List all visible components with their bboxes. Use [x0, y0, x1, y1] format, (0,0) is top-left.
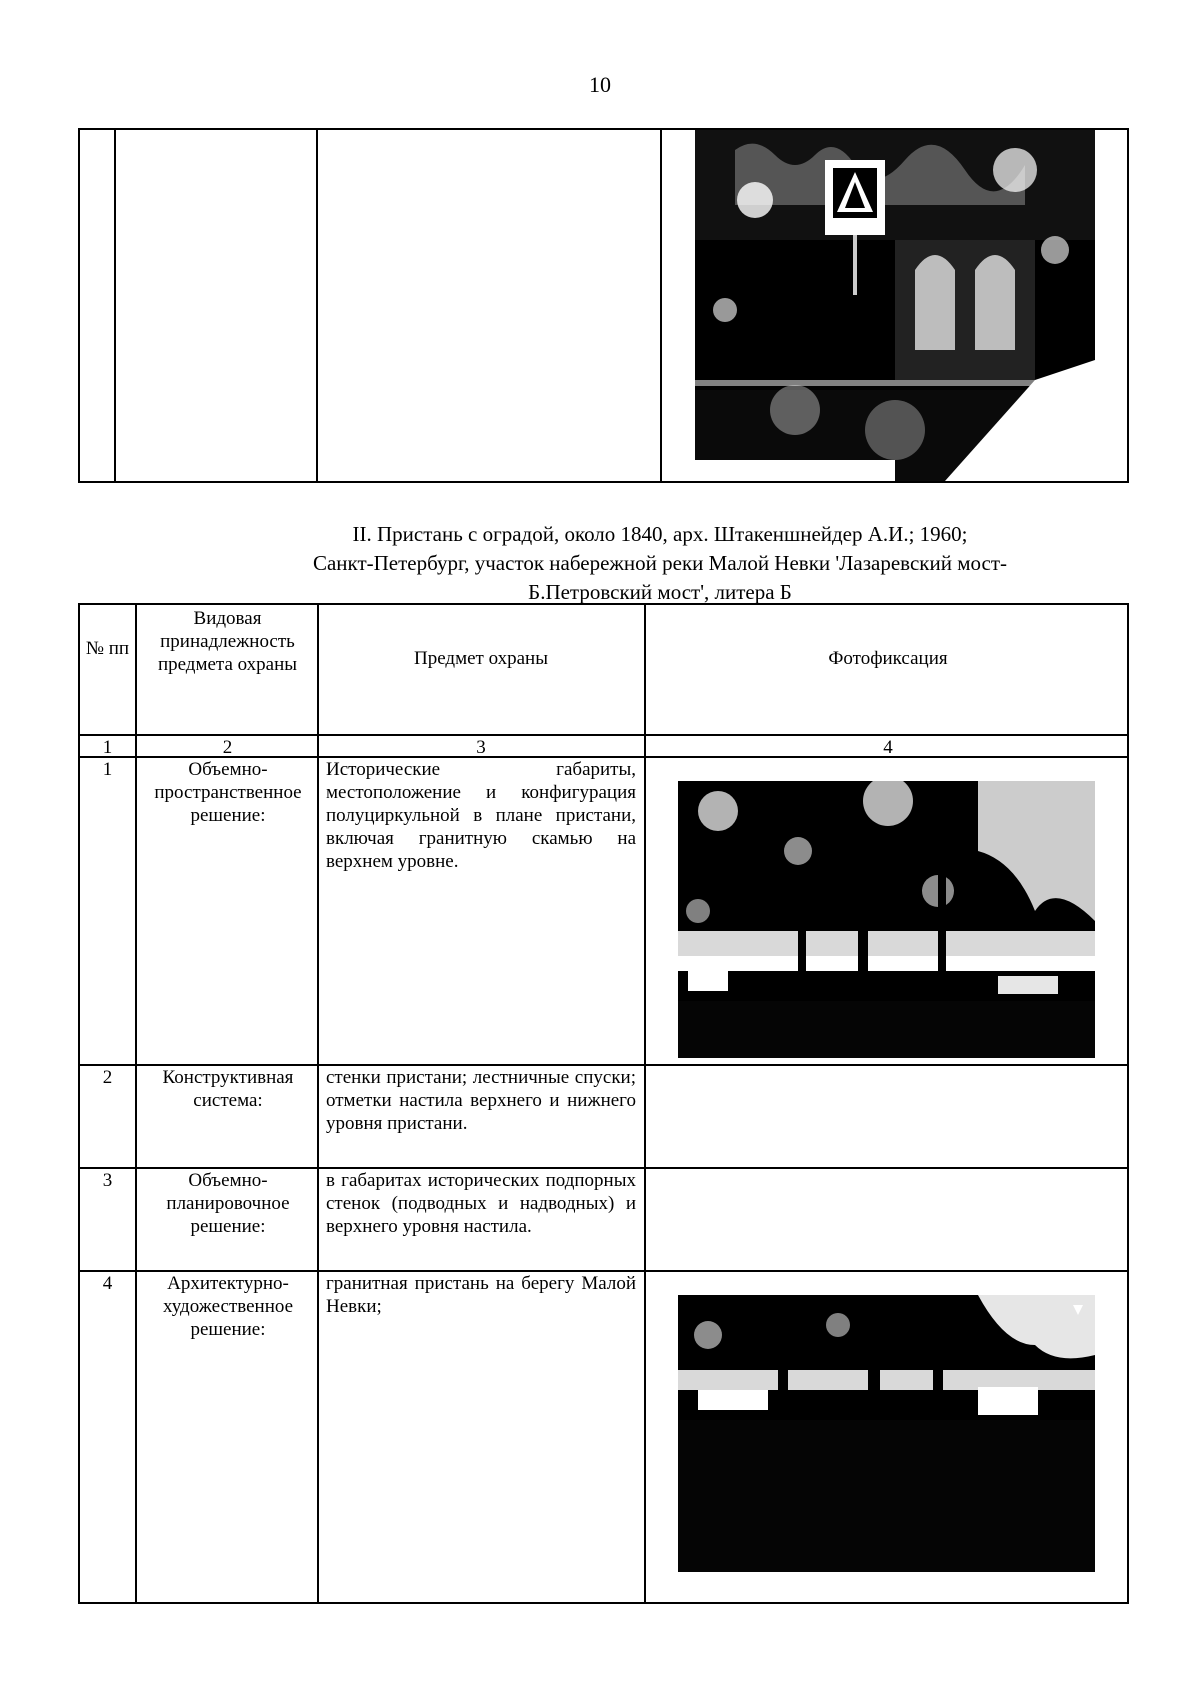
- row-subject: в габаритах исторических подпорных стенок (подводных и надводных) и верхнего уровня настила.: [326, 1170, 636, 1237]
- row-num: 1: [102, 759, 113, 780]
- protection-table: [78, 603, 1129, 1604]
- column-divider: [114, 130, 116, 481]
- column-divider: [317, 605, 319, 1602]
- row-type: Конструктивная система:: [162, 1067, 294, 1111]
- section-title: [220, 520, 1100, 607]
- header-subject: Предмет охраны: [414, 648, 548, 669]
- row-type: Объемно-пространственное решение:: [154, 759, 302, 826]
- row-type: Объемно-планировочное решение:: [166, 1170, 290, 1237]
- header-type: Видовая принадлежность предмета охраны: [157, 608, 298, 675]
- row-subject: гранитная пристань на берегу Малой Невки;: [326, 1273, 636, 1317]
- row-subject: Исторические габариты, местоположение и конфигурация полуциркульной в плане пристани, включая гранитную скамью на верхнем уровне.: [326, 759, 636, 872]
- row-num: 2: [102, 1067, 113, 1088]
- continuation-table: [78, 128, 1129, 483]
- row-type: Архитектурно-художественное решение:: [162, 1273, 294, 1340]
- column-number: 3: [476, 737, 486, 758]
- pier-trees-photo-1: [678, 781, 1095, 1058]
- header-num: № пп: [85, 638, 130, 659]
- section-title-line: Б.Петровский мост', литера Б: [528, 580, 792, 604]
- page-number: 10: [589, 72, 611, 97]
- section-title-line: II. Пристань с оградой, около 1840, арх. Штакеншнейдер А.И.; 1960;: [352, 522, 968, 546]
- row-num: 4: [102, 1273, 113, 1294]
- column-number: 1: [102, 737, 113, 758]
- column-number: 2: [222, 737, 233, 758]
- pier-trees-photo-2: [678, 1295, 1095, 1572]
- section-title-line: Санкт-Петербург, участок набережной реки Малой Невки 'Лазаревский мост-: [312, 551, 1008, 575]
- column-divider: [660, 130, 662, 481]
- column-number: 4: [883, 737, 893, 758]
- column-divider: [644, 605, 646, 1602]
- column-divider: [316, 130, 318, 481]
- row-num: 3: [102, 1170, 113, 1191]
- header-photo: Фотофиксация: [828, 648, 948, 669]
- column-divider: [135, 605, 137, 1602]
- street-sign-photo: [695, 130, 1095, 481]
- row-subject: стенки пристани; лестничные спуски; отметки настила верхнего и нижнего уровня пристани.: [326, 1067, 636, 1134]
